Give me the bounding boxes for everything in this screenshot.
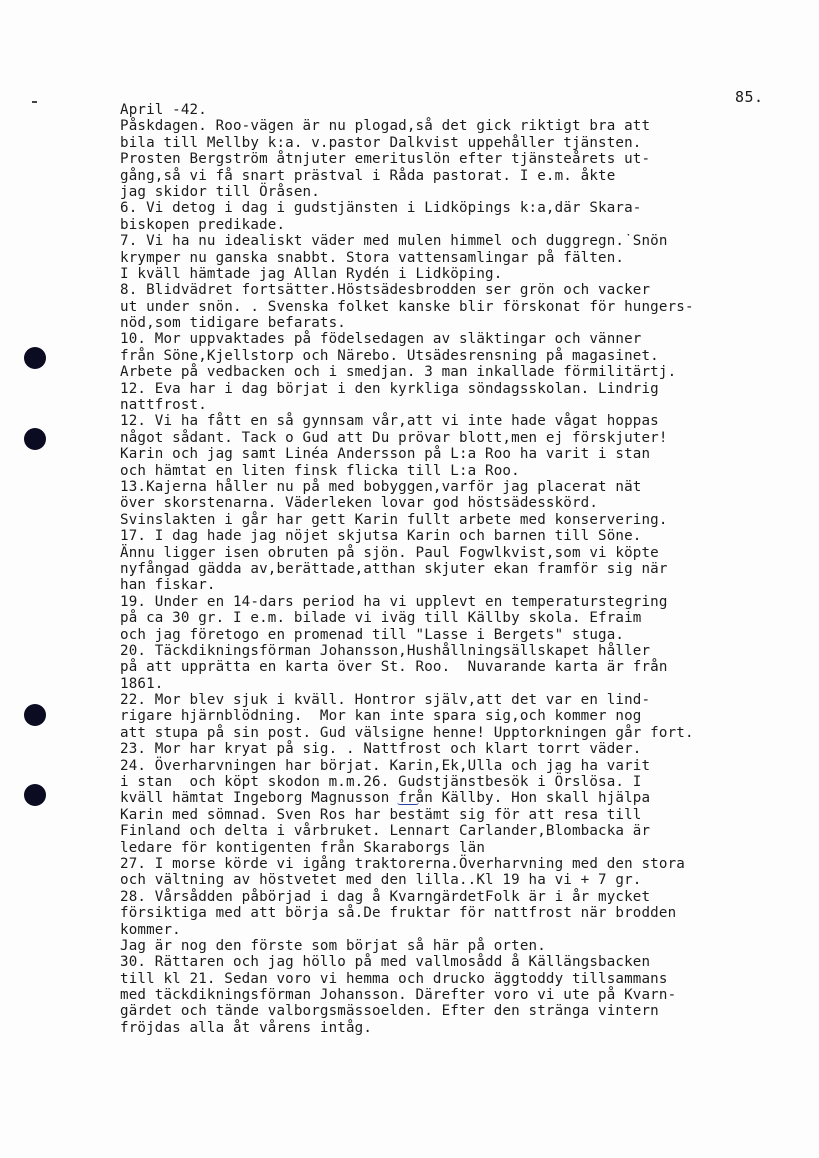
punch-hole	[24, 347, 46, 369]
text-line: i stan och köpt skodon m.m.26. Gudstjänstbesök i Örslösa. I	[120, 774, 642, 791]
text-line: Prosten Bergström åtnjuter emerituslön efter tjänsteårets ut-	[120, 151, 651, 168]
text-line: kommer.	[120, 921, 181, 938]
text-line: April -42.	[120, 102, 207, 118]
text-line: 6. Vi detog i dag i gudstjänsten i Lidköpings k:a,där Skara-	[120, 200, 642, 217]
text-line: och jag företogo en promenad till "Lasse i Bergets" stuga.	[120, 626, 625, 643]
text-line: fröjdas alla åt vårens intåg.	[120, 1019, 373, 1036]
text-line: Arbete på vedbacken och i smedjan. 3 man inkallade förmilitärtj.	[120, 364, 677, 381]
text-line: 12. Vi ha fått en så gynnsam vår,att vi inte hade vågat hoppas	[120, 413, 659, 430]
text-line: försiktiga med att börja så.De fruktar för nattfrost när brodden	[120, 905, 677, 922]
text-line: Ännu ligger isen obruten på sjön. Paul Fogwlkvist,som vi köpte	[120, 544, 659, 561]
text-line: Karin och jag samt Linéa Andersson på L:a Roo ha varit i stan	[120, 446, 651, 463]
text-line: 24. Överharvningen har börjat. Karin,Ek,Ulla och jag ha varit	[120, 757, 651, 774]
text-line: gärdet och tände valborgsmässoelden. Efter den stränga vintern	[120, 1003, 659, 1020]
diary-text	[120, 102, 780, 1036]
stray-ink-mark	[32, 101, 37, 103]
text-line: 22. Mor blev sjuk i kväll. Hontror själv,att det var en lind-	[120, 692, 651, 709]
text-line: med täckdikningsförman Johansson. Därefter voro vi ute på Kvarn-	[120, 987, 677, 1004]
text-line: 23. Mor har kryat på sig. . Nattfrost och klart torrt väder.	[120, 741, 642, 758]
handwritten-underline-mark	[397, 802, 419, 805]
text-line: Påskdagen. Roo-vägen är nu plogad,så det gick riktigt bra att	[120, 118, 651, 135]
text-line: 27. I morse körde vi igång traktorerna.Överharvning med den stora	[120, 855, 685, 872]
text-line: bila till Mellby k:a. v.pastor Dalkvist uppehåller tjänsten.	[120, 134, 642, 151]
text-line: 13.Kajerna håller nu på med bobyggen,varför jag placerat nät	[120, 478, 642, 495]
text-line: 1861.	[120, 675, 164, 692]
text-line: jag skidor till Öråsen.	[120, 183, 320, 200]
text-line: något sådant. Tack o Gud att Du prövar blott,men ej förskjuter!	[120, 429, 668, 446]
punch-hole	[24, 784, 46, 806]
text-line: krymper nu ganska snabbt. Stora vattensamlingar på fälten.	[120, 249, 625, 266]
text-line: över skorstenarna. Väderleken lovar god höstsädesskörd.	[120, 495, 599, 512]
text-line: gång,så vi få snart prästval i Råda pastorat. I e.m. åkte	[120, 167, 616, 184]
text-line: på att upprätta en karta över St. Roo. Nuvarande karta är från	[120, 659, 668, 676]
text-line: till kl 21. Sedan voro vi hemma och drucko äggtoddy tillsammans	[120, 970, 668, 987]
text-line: ledare för kontigenten från Skaraborgs län	[120, 839, 486, 856]
text-line: 28. Vårsådden påbörjad i dag å KvarngärdetFolk är i år mycket	[120, 888, 651, 905]
text-line: och hämtat en liten finsk flicka till L:a Roo.	[120, 462, 520, 479]
text-line: Karin med sömnad. Sven Ros har bestämt sig för att resa till	[120, 806, 642, 823]
text-line: 7. Vi ha nu idealiskt väder med mulen himmel och duggregn.˙Snön	[120, 233, 668, 250]
text-line: biskopen predikade.	[120, 216, 286, 233]
text-line: att stupa på sin post. Gud välsigne henne! Upptorkningen går fort.	[120, 724, 694, 741]
page-number: 85.	[735, 88, 764, 106]
text-line: 10. Mor uppvaktades på födelsedagen av släktingar och vänner	[120, 331, 642, 348]
punch-hole	[24, 704, 46, 726]
punch-hole	[24, 428, 46, 450]
text-line: ut under snön. . Svenska folket kanske blir förskonat för hungers-	[120, 298, 694, 315]
text-line: Jag är nog den förste som börjat så här på orten.	[120, 937, 546, 954]
text-line: 19. Under en 14-dars period ha vi upplevt en temperaturstegring	[120, 593, 668, 610]
text-line: Svinslakten i går har gett Karin fullt arbete med konservering.	[120, 511, 668, 528]
text-line: 20. Täckdikningsförman Johansson,Hushållningsällskapet håller	[120, 642, 651, 659]
text-line: han fiskar.	[120, 577, 216, 594]
text-line: rigare hjärnblödning. Mor kan inte spara sig,och kommer nog	[120, 708, 642, 725]
text-line: kväll hämtat Ingeborg Magnusson från Källby. Hon skall hjälpa	[120, 790, 651, 807]
text-line: nöd,som tidigare befarats.	[120, 315, 346, 332]
text-line: I kväll hämtade jag Allan Rydén i Lidköping.	[120, 265, 503, 282]
text-line: och vältning av höstvetet med den lilla..Kl 19 ha vi + 7 gr.	[120, 872, 642, 889]
text-line: 12. Eva har i dag börjat i den kyrkliga söndagsskolan. Lindrig	[120, 380, 659, 397]
text-line: från Söne,Kjellstorp och Närebo. Utsädesrensning på magasinet.	[120, 347, 659, 364]
text-line: 17. I dag hade jag nöjet skjutsa Karin och barnen till Söne.	[120, 528, 642, 545]
text-line: 30. Rättaren och jag höllo på med vallmosådd å Källängsbacken	[120, 954, 651, 971]
text-line: nyfångad gädda av,berättade,atthan skjuter ekan framför sig när	[120, 560, 668, 577]
text-line: 8. Blidvädret fortsätter.Höstsädesbrodden ser grön och vacker	[120, 282, 651, 299]
text-line: på ca 30 gr. I e.m. bilade vi iväg till Källby skola. Efraim	[120, 610, 642, 627]
text-line: nattfrost.	[120, 397, 207, 414]
text-line: Finland och delta i vårbruket. Lennart Carlander,Blombacka är	[120, 823, 651, 840]
